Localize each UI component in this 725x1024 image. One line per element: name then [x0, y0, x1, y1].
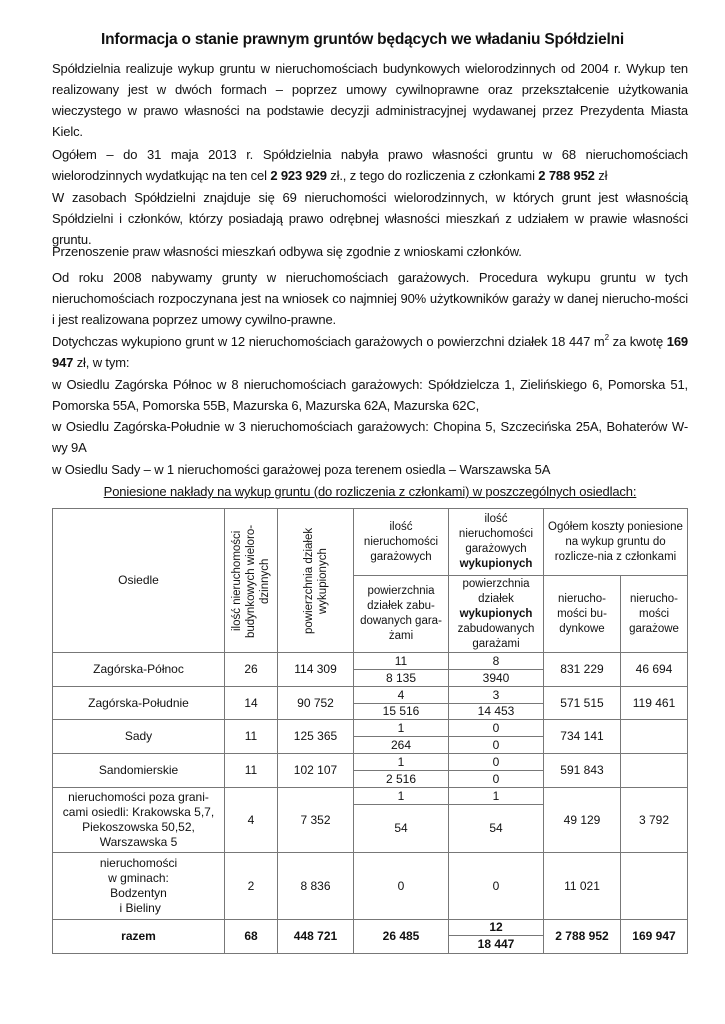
total-members: 2 788 952 — [538, 168, 595, 183]
header-pow-wykupionych: powierzchnia działek wykupionych zabudowanych garażami — [449, 576, 544, 653]
header-ilosc-garazowych-wykupionych: ilość nieruchomości garażowych wykupionych — [449, 509, 544, 576]
paragraph-zagorska-polnoc: w Osiedlu Zagórska Północ w 8 nieruchomościach garażowych: Spółdzielcza 1, Zielińskiego 6, Pomorska 51, Pomorska 55A, Pomorska 55B, Mazurska 6, Mazurska 62A, Mazurska 62C, — [52, 377, 688, 413]
header-powierzchnia: powierzchnia działek wykupionych — [278, 509, 354, 653]
total-spent: 2 923 929 — [270, 168, 327, 183]
table-row: nieruchomości poza grani- cami osiedli: Krakowska 5,7, Piekoszowska 50,52, Warszawska 5 4 7 352 1 1 49 129 3 792 — [53, 788, 688, 805]
table-row: Sady 11 125 365 1 0 734 141 — [53, 720, 688, 737]
paragraph-zagorska-poludnie: w Osiedlu Zagórska-Południe w 3 nieruchomościach garażowych: Chopina 5, Szczecińska 25A, Bohaterów W-wy 9A — [52, 419, 688, 455]
table-caption: Poniesione nakłady na wykup gruntu (do rozliczenia z członkami) w poszczególnych osiedlach: — [103, 484, 637, 499]
table-row: Sandomierskie 11 102 107 1 0 591 843 — [53, 754, 688, 771]
table-row: nieruchomości w gminach: Bodzentyn i Bieliny 2 8 836 0 0 11 021 — [53, 853, 688, 920]
costs-table: Osiedle ilość nieruchomości budynkowych wieloro-dzinnych powierzchnia działek wykupionych ilość nieruchomości garażowych ilość nieruchomości garażowych wykupionych Ogółem koszty poniesione na wykup gruntu do rozlicze-nia z członkami powierzchnia działek zabu-dowanych gara-żami powierzchnia działek wykupionych zabudowanych garażami nierucho-mości bu-dynkowe nierucho-mości garażowe Zagórska-Północ 26 114 309 11 8 831 229 46 694 8 135 3940 Zagórska-Południe 14 90 752 4 3 571 515 119 461 15 516 14 453 Sady 11 125 365 1 0 734 141 264 0 Sandomierskie 11 102 107 1 0 591 843 2 516 0 nieruchomości poza grani- cami osiedli: Krakowska 5,7, Piekoszowska 50,52, Warszawska 5 4 7 352 1 1 49 129 3 792 54 54 nieruchomości w gminach: Bodzentyn i Bieliny 2 8 836 0 0 11 021 razem 68 448 721 26 485 12 2 788 952 169 947 18 447 — [52, 508, 688, 954]
table-row: Zagórska-Północ 26 114 309 11 8 831 229 46 694 — [53, 653, 688, 670]
header-ilosc-budynkowych: ilość nieruchomości budynkowych wieloro-dzinnych — [225, 509, 278, 653]
header-ilosc-garazowych: ilość nieruchomości garażowych — [354, 509, 449, 576]
header-koszty-budynkowe: nierucho-mości bu-dynkowe — [544, 576, 621, 653]
paragraph-summary: Ogółem – do 31 maja 2013 r. Spółdzielnia nabyła prawo własności gruntu w 68 nieruchomościach wielorodzinnych wydatkując na ten cel 2 923 929 zł., z tego do rozliczenia z członkami 2 788 952 zł — [52, 147, 688, 183]
paragraph-garages-purchased: Dotychczas wykupiono grunt w 12 nieruchomościach garażowych o powierzchni działek 18 447 $m^2$ za kwotę 169 947 zł, w tym: — [52, 333, 688, 370]
paragraph-sady: w Osiedlu Sady – w 1 nieruchomości garażowej poza terenem osiedla – Warszawska 5A — [52, 462, 551, 477]
table-total-row: razem 68 448 721 26 485 12 2 788 952 169 947 — [53, 920, 688, 936]
garage-total-cost: 169 947 — [52, 334, 688, 370]
header-pow-garazami: powierzchnia działek zabu-dowanych gara-żami — [354, 576, 449, 653]
header-koszty-garazowe: nierucho-mości garażowe — [621, 576, 688, 653]
paragraph-intro: Spółdzielnia realizuje wykup gruntu w nieruchomościach budynkowych wielorodzinnych od 2004 r. Wykup ten realizowany jest w dwóch formach – poprzez umowy cywilnoprawne oraz przekształcenie użytkowania wieczystego w prawo własności na podstawie decyzji administracyjnej wydawanej przez Prezydenta Miasta Kielc. — [52, 61, 688, 139]
header-osiedle: Osiedle — [53, 509, 225, 653]
paragraph-resources: W zasobach Spółdzielni znajduje się 69 nieruchomości wielorodzinnych, w których grunt jest własnością Spółdzielni i członków, którzy posiadają prawo odrębnej własności mieszkań z udziałem w prawie własności gruntu. — [52, 190, 688, 247]
header-ogolem-koszty: Ogółem koszty poniesione na wykup gruntu do rozlicze-nia z członkami — [544, 509, 688, 576]
paragraph-transfer: Przenoszenie praw własności mieszkań odbywa się zgodnie z wnioskami członków. — [52, 244, 522, 259]
paragraph-garages: Od roku 2008 nabywamy grunty w nieruchomościach garażowych. Procedura wykupu gruntu w tych nieruchomościach rozpoczynana jest na wniosek co najmniej 90% użytkowników garaży w danej nierucho-mości i jest realizowana poprzez umowy cywilno-prawne. — [52, 270, 688, 327]
document-title: Informacja o stanie prawnym gruntów będących we władaniu Spółdzielni — [101, 31, 624, 48]
table-row: Zagórska-Południe 14 90 752 4 3 571 515 119 461 — [53, 687, 688, 704]
total-label: razem — [53, 920, 225, 954]
